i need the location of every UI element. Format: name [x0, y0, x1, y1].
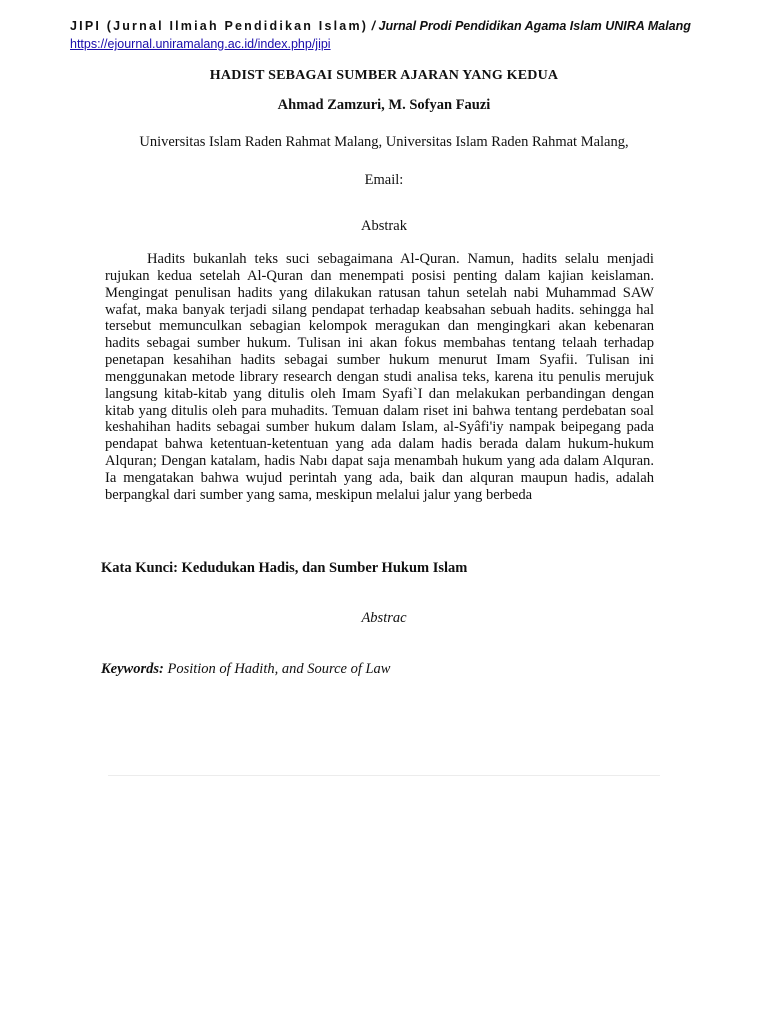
- abstrak-heading: Abstrak: [361, 218, 407, 234]
- abstract-heading-en: Abstrac: [361, 610, 407, 626]
- journal-subtitle: / Jurnal Prodi Pendidikan Agama Islam UNIRA Malang: [368, 19, 691, 33]
- kata-kunci: Kata Kunci: Kedudukan Hadis, dan Sumber Hukum Islam: [101, 560, 468, 576]
- journal-header: [70, 18, 710, 51]
- abstrak-text: Hadits bukanlah teks suci sebagaimana Al-Quran. Namun, hadits selalu menjadi rujukan kedua setelah Al-Quran dan menempati posisi penting dalam kajian keislaman. Mengingat penulisan hadits yang dilakukan ratusan tahun setelah nabi Muhammad SAW wafat, maka banyak terjadi silang pendapat terhadap keabsahan sebuah hadits. sehingga hal tersebut memunculkan sebagian kelompok meragukan dan mengingkari akan kebenaran hadits sebagai sumber hukum. Tulisan ini akan fokus membahas tentang telaah terhadap penetapan kesahihan hadits sebagai sumber hukum menurut Imam Syafii. Tulisan ini menggunakan metode library research dengan studi analisa teks, karena itu penulis merujuk langsung kitab-kitab yang ditulis oleh Imam Syafi`I dan melakukan perbandingan dengan kitab yang ditulis oleh para muhadits. Temuan dalam riset ini bahwa tentang perdebatan soal keshahihan hadits sebagai sumber hukum dalam Islam, al-Syâfi'iy nampak beipegang pada pendapat bahwa ketentuan-ketentuan yang ada dalam hadis berada dalam hukum-hukum Alquran; Dengan katalam, hadis Nabı dapat saja menambah hukum yang ada dalam Alquran. Ia mengatakan bahwa wujud perintah yang ada, baik dan alquran maupun hadis, adalah berpangkal dari sumber yang sama, meskipun melalui jalur yang berbeda: [105, 251, 654, 503]
- keywords: [101, 661, 390, 678]
- author-affiliation: Universitas Islam Raden Rahmat Malang, Universitas Islam Raden Rahmat Malang,: [139, 134, 629, 150]
- keywords-label: Keywords:: [101, 661, 164, 677]
- article-title: HADIST SEBAGAI SUMBER AJARAN YANG KEDUA: [209, 68, 559, 83]
- email-label: Email:: [364, 172, 404, 188]
- page-divider: [108, 775, 660, 776]
- journal-url-link[interactable]: https://ejournal.uniramalang.ac.id/index.php/jipi: [70, 37, 331, 51]
- article-authors: Ahmad Zamzuri, M. Sofyan Fauzi: [277, 97, 491, 113]
- keywords-text: Position of Hadith, and Source of Law: [163, 661, 391, 677]
- journal-name: JIPI (Jurnal Ilmiah Pendidikan Islam): [70, 19, 369, 33]
